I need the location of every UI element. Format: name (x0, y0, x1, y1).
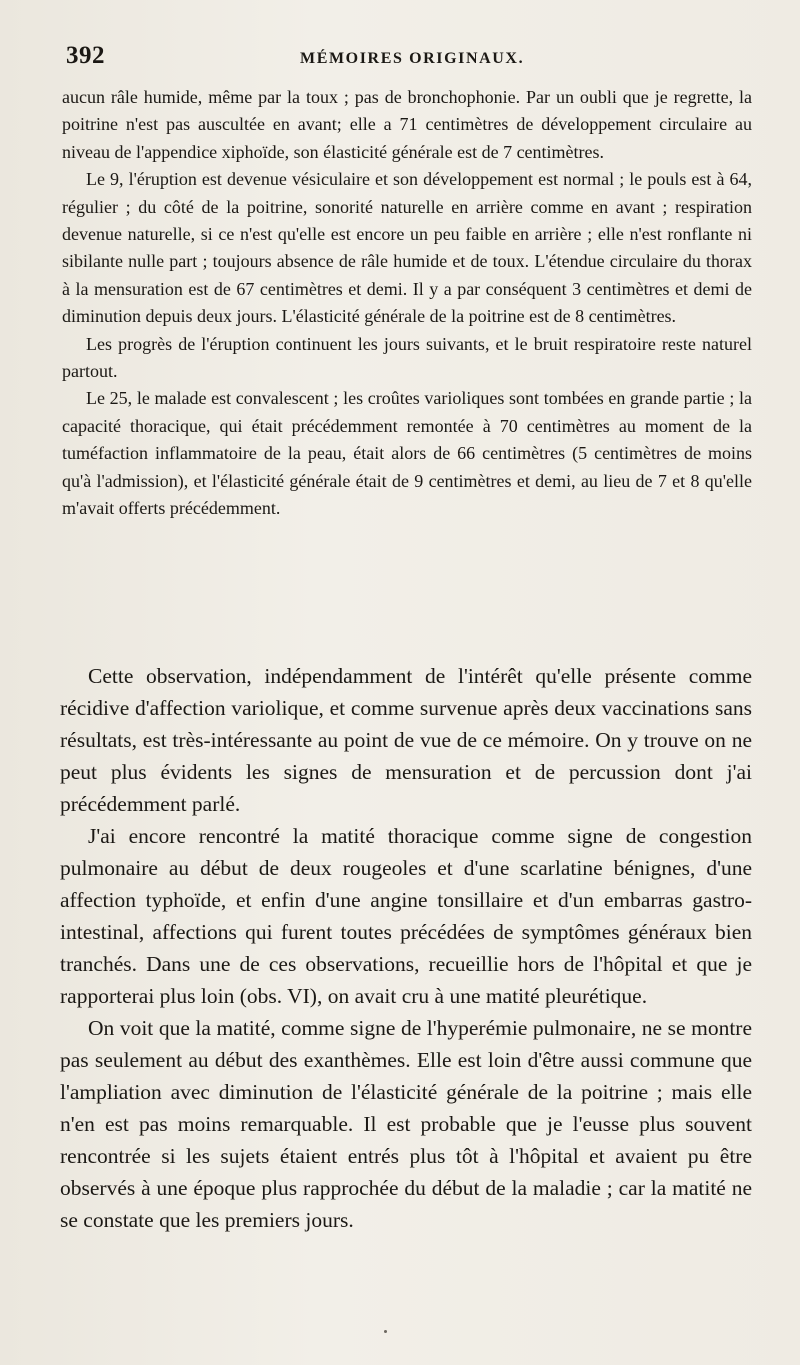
body-paragraph: Cette observation, indépendamment de l'intérêt qu'elle présente comme récidive d'affection variolique, et comme survenue après deux vaccinations sans résultats, est très-intéressante au point de vue de ce mémoire. On y trouve on ne peut plus évidents les signes de mensuration et de percussion dont j'ai précédemment parlé. (60, 664, 752, 816)
body-paragraph: J'ai encore rencontré la matité thoracique comme signe de congestion pulmonaire au début de deux rougeoles et d'une scarlatine bénignes, d'une affection typhoïde, et enfin d'une angine tonsillaire et d'un embarras gastro-intestinal, affections qui furent toutes précédées de symptômes généraux bien tranchés. Dans une de ces observations, recueillie hors de l'hôpital et que je rapporterai plus loin (obs. VI), on avait cru à une matité pleurétique. (60, 824, 752, 1008)
case-note-paragraph: Le 25, le malade est convalescent ; les croûtes varioliques sont tombées en grande partie ; la capacité thoracique, qui était précédemment remontée à 70 centimètres au moment de la tuméfaction inflammatoire de la peau, était alors de 66 centimètres (5 centimètres de moins qu'à l'admission), et l'élasticité générale était de 9 centimètres et demi, au lieu de 7 et 8 qu'elle m'avait offerts précédemment. (62, 388, 752, 519)
case-note-paragraph: Les progrès de l'éruption continuent les jours suivants, et le bruit respiratoire reste naturel partout. (62, 333, 752, 382)
running-title: MÉMOIRES ORIGINAUX. (300, 50, 525, 67)
running-head (62, 40, 742, 74)
body-paragraph: On voit que la matité, comme signe de l'hyperémie pulmonaire, ne se montre pas seulement au début des exanthèmes. Elle est loin d'être aussi commune que l'ampliation avec diminution de l'élasticité générale de la poitrine ; mais elle n'en est pas moins remarquable. Il est probable que je l'eusse plus souvent rencontrée si les sujets étaient entrés plus tôt à l'hôpital et avaient pu être observés à une époque plus rapprochée du début de la maladie ; car la matité ne se constate que les premiers jours. (60, 1016, 752, 1232)
ink-speck (384, 1330, 387, 1333)
main-text (60, 660, 752, 1236)
page-number: 392 (66, 42, 105, 69)
case-note-paragraph: Le 9, l'éruption est devenue vésiculaire et son développement est normal ; le pouls est à 64, régulier ; du côté de la poitrine, sonorité naturelle en arrière comme en avant ; respiration devenue naturelle, si ce n'est qu'elle est encore un peu faible en arrière ; elle n'est ronflante ni sibilante nulle part ; toujours absence de râle humide et de toux. L'étendue circulaire du thorax à la mensuration est de 67 centimètres et demi. Il y a par conséquent 3 centimètres et demi de diminution depuis deux jours. L'élasticité générale de la poitrine est de 8 centimètres. (62, 169, 752, 327)
case-notes (62, 84, 752, 523)
case-note-paragraph: aucun râle humide, même par la toux ; pas de bronchophonie. Par un oubli que je regrette, la poitrine n'est pas auscultée en avant; elle a 71 centimètres de développement circulaire au niveau de l'appendice xiphoïde, son élasticité générale est de 7 centimètres. (62, 87, 752, 162)
